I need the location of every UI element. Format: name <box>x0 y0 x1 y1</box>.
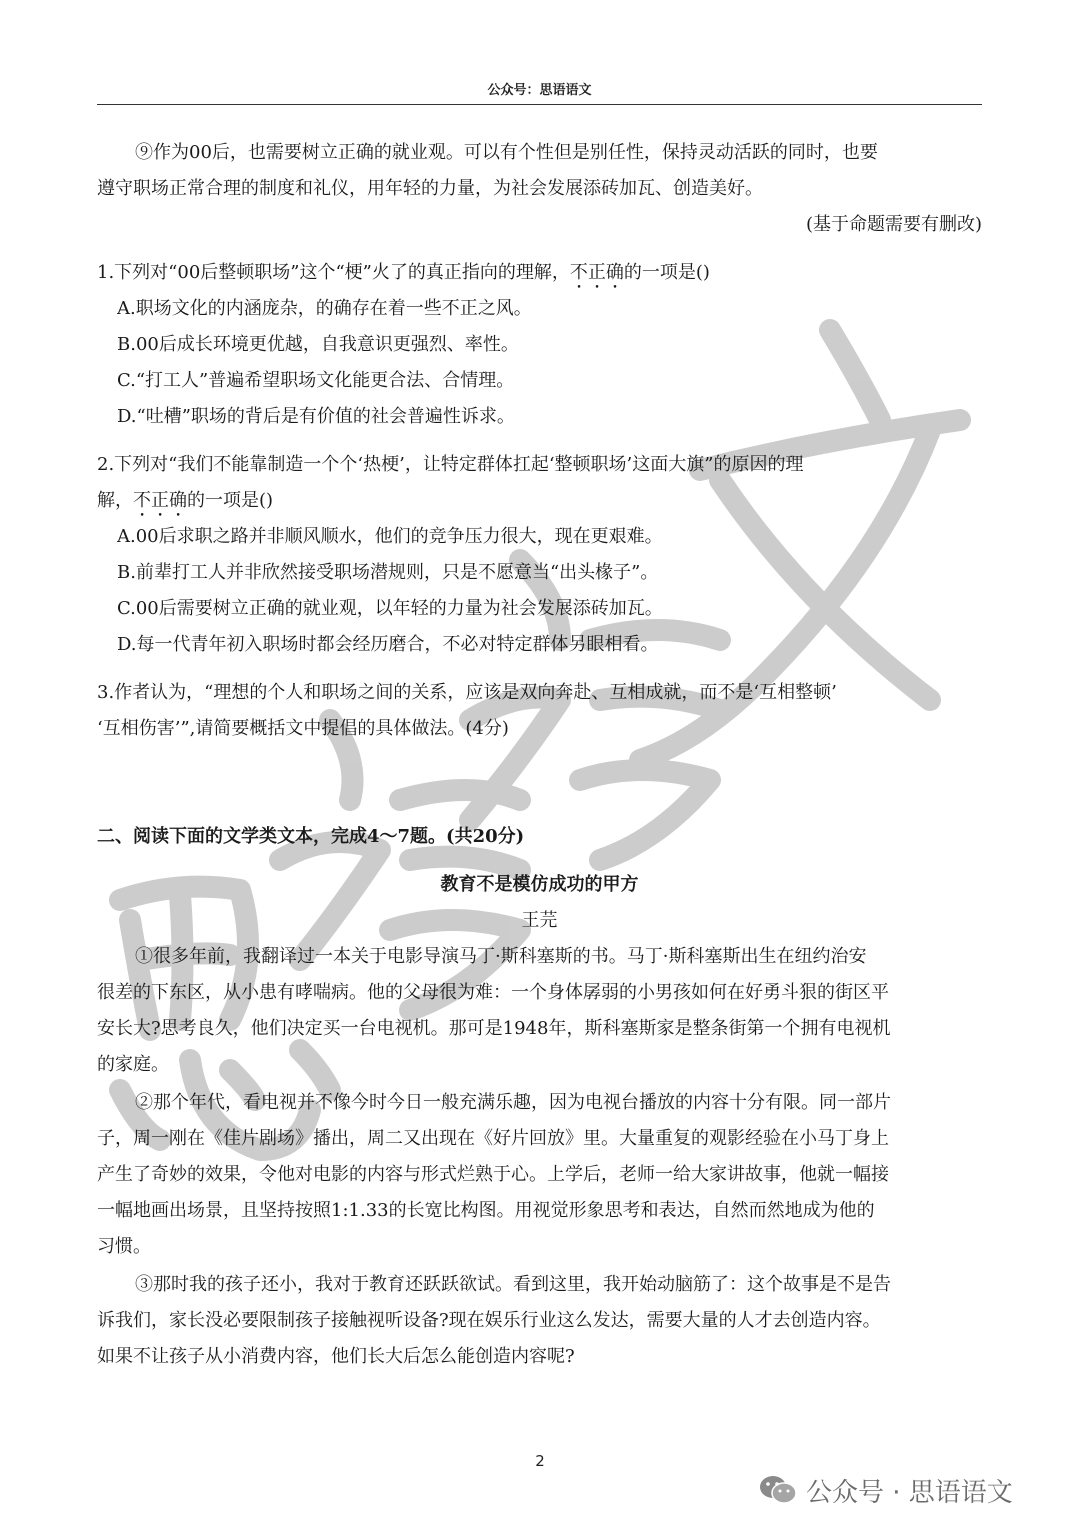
question-1-option-d: D.“吐槽”职场的背后是有价值的社会普遍性诉求。 <box>117 406 515 427</box>
question-1-option-a: A.职场文化的内涵庞杂，的确存在着一些不正之风。 <box>117 298 532 319</box>
article-author: 王芫 <box>521 910 558 931</box>
page-header: 公众号：思语语文 <box>487 83 592 98</box>
question-2-emphasis: 不正确 <box>133 490 187 511</box>
article-p2-line-2: 子，周一刚在《佳片剧场》播出，周二又出现在《好片回放》里。大量重复的观影经验在小马丁身上 <box>97 1128 889 1149</box>
question-2-stem-post: 的一项是() <box>187 490 274 511</box>
article-p1-line-1: ①很多年前，我翻译过一本关于电影导演马丁·斯科塞斯的书。马丁·斯科塞斯出生在纽约治安 <box>135 946 867 967</box>
wechat-account-name: 公众号 · 思语语文 <box>806 1477 1013 1508</box>
article-p2-line-5: 习惯。 <box>97 1236 151 1257</box>
article-p1-line-4: 的家庭。 <box>97 1054 169 1075</box>
question-1-emphasis: 不正确 <box>569 262 624 283</box>
question-2-stem-line-2 <box>97 486 982 516</box>
paragraph-9-line-1: ⑨作为00后，也需要树立正确的就业观。可以有个性但是别任性，保持灵动活跃的同时，也要 <box>135 142 878 163</box>
question-1-stem-post: 的一项是() <box>623 262 710 283</box>
header-divider <box>97 104 982 105</box>
article-p3-line-2: 诉我们，家长没必要限制孩子接触视听设备?现在娱乐行业这么发达，需要大量的人才去创造内容。 <box>97 1310 881 1331</box>
article-p2-line-4: 一幅地画出场景，且坚持按照1:1.33的长宽比构图。用视觉形象思考和表达，自然而然地成为他的 <box>97 1200 875 1221</box>
page-number: 2 <box>535 1452 545 1470</box>
question-2-option-d: D.每一代青年初入职场时都会经历磨合，不必对特定群体另眼相看。 <box>117 634 659 655</box>
source-note: (基于命题需要有删改) <box>805 214 982 235</box>
question-1-stem-pre: 1.下列对“00后整顿职场”这个“梗”火了的真正指向的理解， <box>97 262 570 283</box>
article-p3-line-1: ③那时我的孩子还小，我对于教育还跃跃欲试。看到这里，我开始动脑筋了：这个故事是不是告 <box>135 1274 891 1295</box>
question-2-option-b: B.前辈打工人并非欣然接受职场潜规则，只是不愿意当“出头椽子”。 <box>117 562 659 583</box>
question-2-stem-pre: 解， <box>97 490 133 511</box>
question-2-option-c: C.00后需要树立正确的就业观，以年轻的力量为社会发展添砖加瓦。 <box>117 598 663 619</box>
article-p2-line-1: ②那个年代，看电视并不像今时今日一般充满乐趣，因为电视台播放的内容十分有限。同一部片 <box>135 1092 891 1113</box>
article-p2-line-3: 产生了奇妙的效果，令他对电影的内容与形式烂熟于心。上学后，老师一给大家讲故事，他就一幅接 <box>97 1164 889 1185</box>
article-p3-line-3: 如果不让孩子从小消费内容，他们长大后怎么能创造内容呢? <box>97 1346 575 1367</box>
article-p1-line-3: 安长大?思考良久，他们决定买一台电视机。那可是1948年，斯科塞斯家是整条街第一个拥有电视机 <box>97 1018 891 1039</box>
section-2-heading: 二、阅读下面的文学类文本，完成4～7题。(共20分) <box>97 826 525 847</box>
question-3-line-2: ‘互相伤害’”,请简要概括文中提倡的具体做法。(4分) <box>97 718 509 739</box>
question-1-option-c: C.“打工人”普遍希望职场文化能更合法、合情理。 <box>117 370 515 391</box>
question-2-option-a: A.00后求职之路并非顺风顺水，他们的竞争压力很大，现在更艰难。 <box>117 526 663 547</box>
paragraph-9-line-2: 遵守职场正常合理的制度和礼仪，用年轻的力量，为社会发展添砖加瓦、创造美好。 <box>97 178 763 199</box>
wechat-icon <box>758 1473 798 1507</box>
question-2-stem-line-1: 2.下列对“我们不能靠制造一个个‘热梗’，让特定群体扛起‘整顿职场’这面大旗”的原因的理 <box>97 454 804 475</box>
question-1-option-b: B.00后成长环境更优越，自我意识更强烈、率性。 <box>117 334 519 355</box>
question-1-stem <box>97 258 982 288</box>
wechat-account-badge <box>758 1468 1058 1512</box>
question-3-line-1: 3.作者认为，“理想的个人和职场之间的关系，应该是双向奔赴、互相成就，而不是‘互相整顿’ <box>97 682 837 703</box>
article-title: 教育不是模仿成功的甲方 <box>440 874 639 895</box>
article-p1-line-2: 很差的下东区，从小患有哮喘病。他的父母很为难：一个身体孱弱的小男孩如何在好勇斗狠的街区平 <box>97 982 889 1003</box>
